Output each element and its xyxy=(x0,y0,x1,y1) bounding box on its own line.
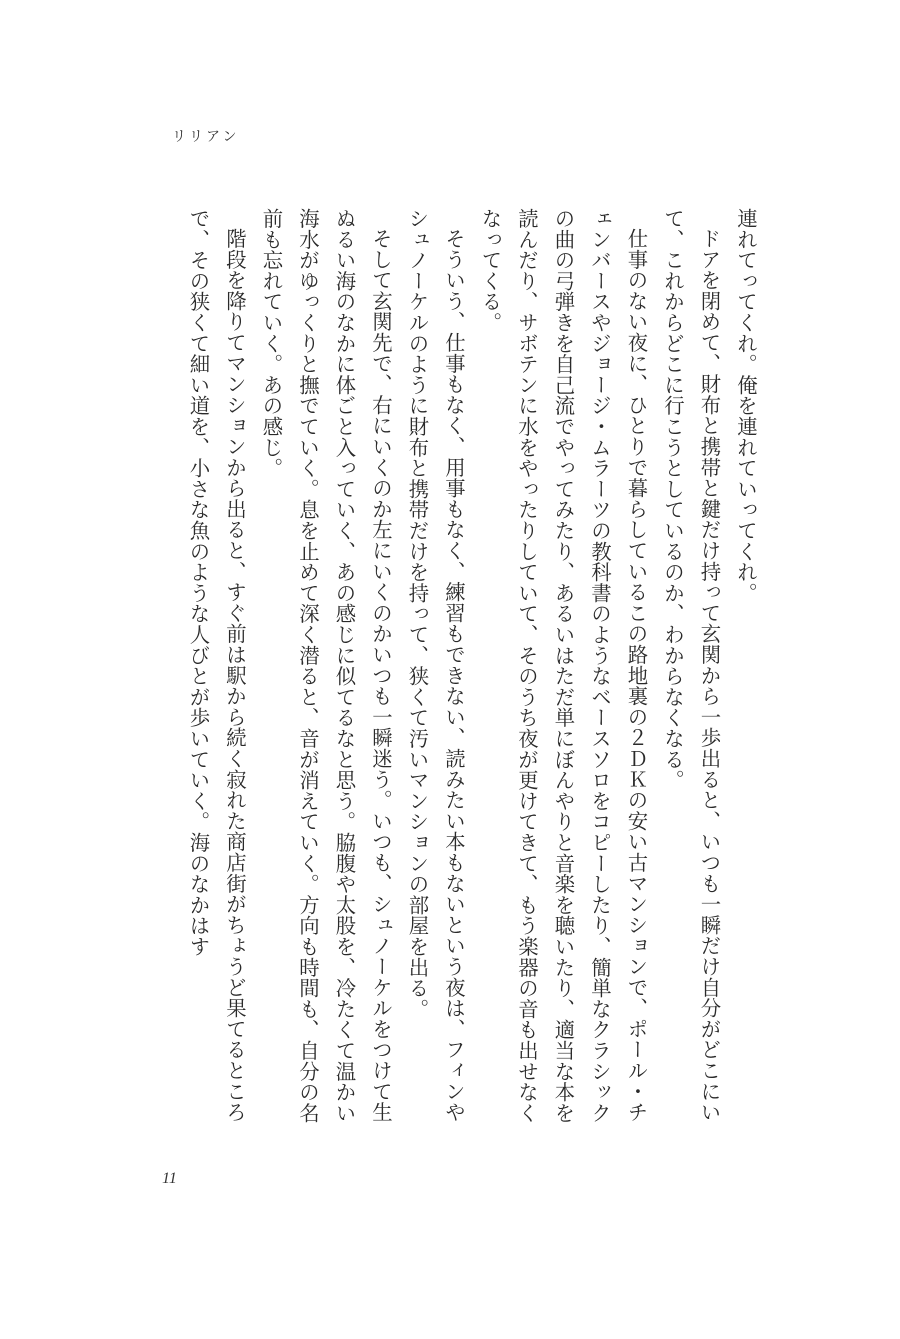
paragraph-3: 仕事のない夜に、ひとりで暮らしているこの路地裏の２ＤＫの安い古マンションで、ポール・チェンバースやジョージ・ムラーツの教科書のようなベースソロをコピーしたり、簡単なクラシックの曲の弓弾きを自己流でやってみたり、あるいはただ単にぼんやりと音楽を聴いたり、適当な本を読んだり、サボテンに水をやったりしていて、そのうち夜が更けてきて、もう楽器の音も出せなくなってくる。 xyxy=(478,208,649,1124)
page-number: 11 xyxy=(162,1170,177,1187)
body-text xyxy=(144,208,764,1128)
running-header-title: リリアン xyxy=(172,129,240,145)
paragraph-2: ドアを閉めて、財布と携帯と鍵だけ持って玄関から一歩出ると、いつも一瞬だけ自分がどこにいて、これからどこに行こうとしているのか、わからなくなる。 xyxy=(661,208,722,1123)
paragraph-4: そういう、仕事もなく、用事もなく、練習もできない、読みたい本もないという夜は、フィンやシュノーケルのように財布と携帯だけを持って、狭くて汚いマンションの部屋を出る。 xyxy=(405,208,466,1123)
paragraph-5: そして玄関先で、右にいくのか左にいくのかいつも一瞬迷う。いつも、シュノーケルをつけて生ぬるい海のなかに体ごと入っていく、あの感じに似てるなと思う。脇腹や太股を、冷たくて温かい海水がゆっくりと撫でていく。息を止めて深く潜ると、音が消えていく。方向も時間も、自分の名前も忘れていく。あの感じ。 xyxy=(259,208,393,1124)
paragraph-1: 連れてってくれ。俺を連れていってくれ。 xyxy=(734,208,758,604)
paragraph-6: 階段を降りてマンションから出ると、すぐ前は駅から続く寂れた商店街がちょうど果てるところで、その狭くて細い道を、小さな魚のような人びとが歩いていく。海のなかはす xyxy=(186,208,247,1123)
